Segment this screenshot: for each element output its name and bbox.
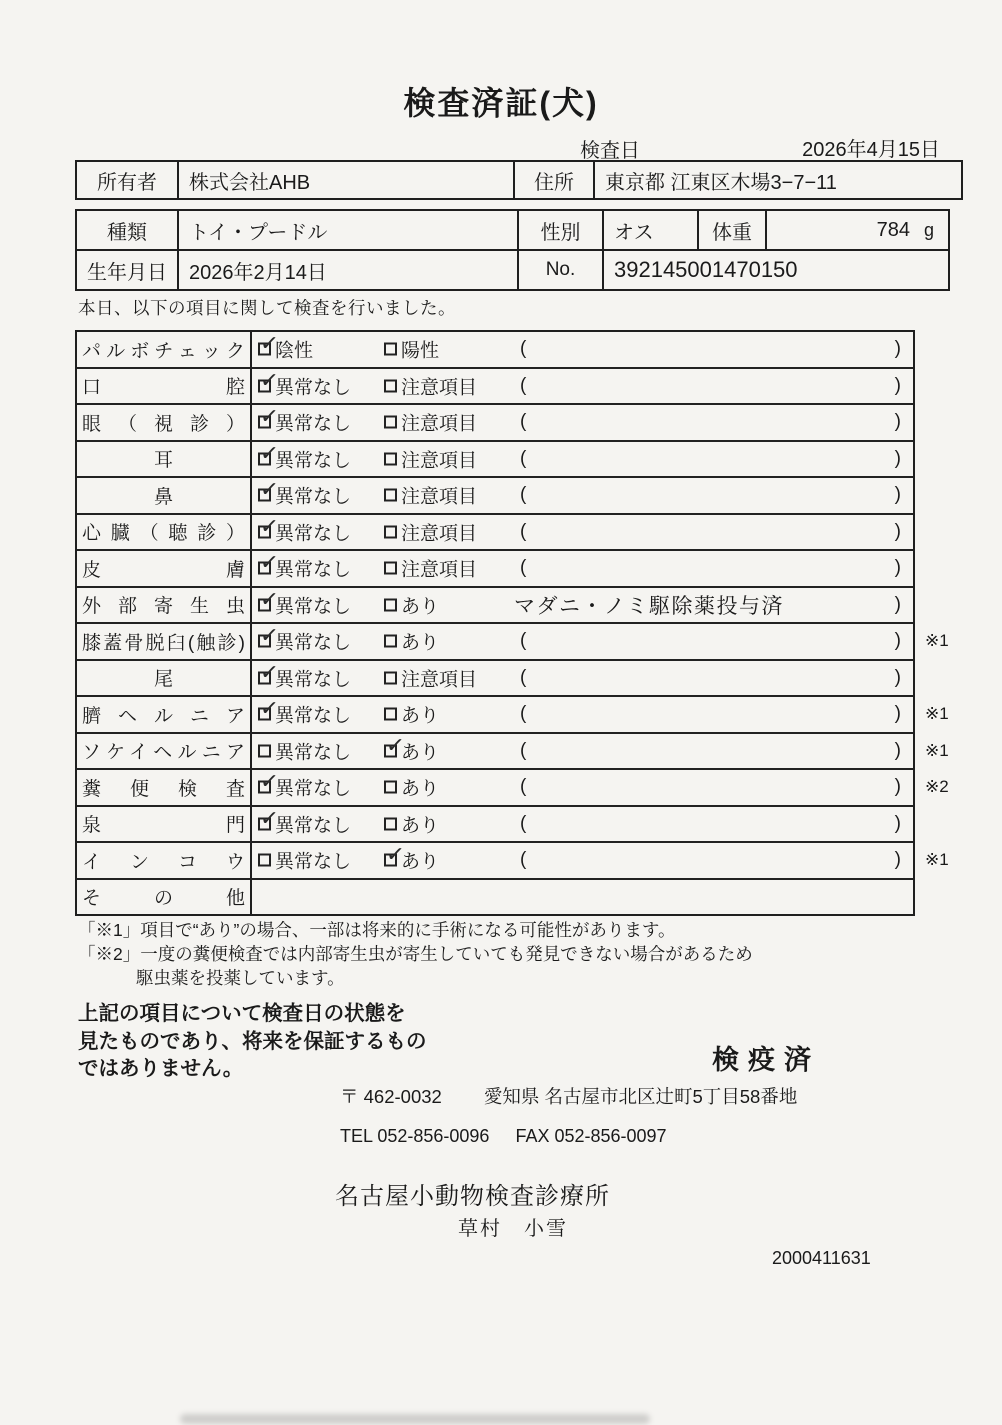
exam-item-label-text: 鼻 [153,486,173,508]
paren-close: ) [894,593,901,615]
scan-artifact [180,1414,650,1424]
animal-info-row-1 [77,211,948,249]
option-label: あり [401,851,440,873]
option-label: あり [401,742,440,764]
exam-item-label [77,405,252,440]
checkbox-icon [384,562,397,575]
option-caution [384,555,477,582]
option-present [384,774,439,801]
exam-row-content [252,697,949,732]
option-label: 異常なし [275,742,352,764]
disclaimer-line-1: 上記の項目について検査日の状態を [78,1002,406,1025]
exam-item-label [77,697,252,732]
checkbox-icon [384,343,397,356]
paren-open: ( [520,739,527,761]
exam-item-label-text: インコウ [82,851,245,873]
paren-open: ( [520,411,527,433]
option-label: 異常なし [275,596,352,618]
exam-row-content [252,734,949,769]
exam-item-label [77,734,252,769]
clinic-telfax-line [340,1126,667,1147]
checkbox-icon [384,489,397,502]
examiner-name: 草村 小雪 [458,1218,568,1240]
option-present [384,591,439,618]
paren-open: ( [520,557,527,579]
exam-item-label [77,369,252,404]
clinic-fax: FAX 052-856-0097 [515,1126,667,1146]
row-note: ※1 [925,740,949,760]
paren-open: ( [520,447,527,469]
footnote-2: 「※2」一度の糞便検査では内部寄生虫が寄生していても発見できない場合があるため [78,944,753,965]
checkbox-icon [384,671,397,684]
option-label: 異常なし [275,669,352,691]
option-label: 注意項目 [401,413,478,435]
option-normal [258,482,351,509]
checkbox-icon [258,452,271,465]
option-caution [384,372,477,399]
option-label: あり [401,596,440,618]
option-label: あり [401,815,440,837]
intro-statement: 本日、以下の項目に関して検査を行いました。 [78,298,456,318]
option-positive [384,336,439,363]
paren-open: ( [520,338,527,360]
exam-item-label-text: 糞便検査 [82,778,245,800]
checkbox-icon [384,525,397,538]
option-present [384,810,439,837]
exam-row-patella [77,622,949,659]
exam-row-eyes [77,403,913,440]
paren-open: ( [520,703,527,725]
checkbox-icon [384,817,397,830]
address-label: 住所 [513,162,593,198]
row-note: ※1 [925,704,949,724]
exam-row-content [252,624,949,659]
exam-item-label-text: ソケイヘルニア [82,742,245,764]
paren-close: ) [894,630,901,652]
checkbox-icon [258,854,271,867]
checkbox-icon [258,489,271,502]
weight-label: 体重 [697,211,765,249]
owner-table [75,160,963,200]
row-note: ※2 [925,777,949,797]
option-label: 異常なし [275,632,352,654]
exam-row-nose [77,476,913,513]
option-present [384,628,439,655]
option-normal [258,518,351,545]
no-value: 392145001470150 [602,251,948,289]
option-normal [258,409,351,436]
option-present [384,847,439,874]
row-note: ※1 [925,631,949,651]
paren-close: ) [894,812,901,834]
option-label: 異常なし [275,705,352,727]
exam-item-label-text: パルボチェック [82,340,245,362]
exam-row-external-parasites [77,586,913,623]
breed-label: 種類 [107,221,147,244]
checkbox-icon [258,379,271,392]
disclaimer [78,1000,427,1083]
paren-close: ) [894,666,901,688]
option-label: 注意項目 [401,450,478,472]
clinic-postal-line [340,1083,797,1109]
exam-item-label [77,624,252,659]
option-label: 注意項目 [401,486,478,508]
paren-open: ( [520,776,527,798]
option-label: 異常なし [275,486,352,508]
owner-label: 所有者 [97,171,157,194]
option-label: 陰性 [275,340,314,362]
clinic-tel: TEL 052-856-0096 [340,1126,490,1146]
option-label: 注意項目 [401,377,478,399]
exam-item-label-text: 膝蓋骨脱臼(触診) [82,632,245,654]
breed-value: トイ・プードル [177,211,517,249]
paren-close: ) [894,484,901,506]
option-negative [258,336,313,363]
checkbox-icon [384,744,397,757]
exam-item-label-text: 尾 [153,669,173,691]
exam-item-label-text: 泉門 [82,815,245,837]
exam-date-value: 2026年4月15日 [802,139,940,161]
page-title: 検査済証(犬) [403,85,599,121]
exam-date-label: 検査日 [580,140,640,162]
checkbox-icon [258,671,271,684]
paren-open: ( [520,374,527,396]
exam-item-label-text: 外部寄生虫 [82,596,245,618]
quarantine-stamp: 検疫済 [712,1045,820,1075]
exam-item-label [77,661,252,696]
row-note: ※1 [925,850,949,870]
clinic-name: 名古屋小動物検査診療所 [335,1183,610,1210]
exam-row-content [252,478,913,513]
exam-row-other [77,878,913,915]
paren-close: ) [894,411,901,433]
exam-row-content-empty [252,880,913,915]
checkbox-icon [258,598,271,611]
checkbox-icon [384,781,397,794]
exam-item-label-text: 心臓（聴診） [82,523,245,545]
exam-item-label [77,843,252,878]
exam-row-content [252,442,913,477]
exam-row-mouth [77,367,913,404]
exam-row-fontanelle [77,805,913,842]
paren-open: ( [520,666,527,688]
exam-item-label [77,880,252,915]
option-label: 異常なし [275,559,352,581]
exam-item-label-text: 耳 [153,450,173,472]
exam-row-parvo [77,332,913,367]
no-label: No. [517,251,602,289]
exam-item-label [77,807,252,842]
checkbox-icon [384,379,397,392]
postal-code: 〒 462-0032 [340,1086,442,1107]
option-caution [384,445,477,472]
exam-item-label-text: 皮膚 [82,559,245,581]
option-label: 異常なし [275,377,352,399]
checkbox-icon [258,817,271,830]
option-label: 注意項目 [401,523,478,545]
checkbox-icon [258,416,271,429]
exam-row-content [252,405,913,440]
option-label: 陽性 [401,340,440,362]
weight-value-cell [765,211,948,249]
exam-checklist-table [75,330,949,916]
exam-row-content [252,588,913,623]
option-caution [384,664,477,691]
weight-unit: g [923,219,934,240]
birth-value: 2026年2月14日 [177,251,517,289]
paren-open: ( [520,520,527,542]
option-label: あり [401,632,440,654]
exam-row-content [252,369,913,404]
paren-open: ( [520,484,527,506]
checkbox-icon [384,854,397,867]
option-label: 異常なし [275,851,352,873]
address-value: 東京都 江東区木場3−7−11 [593,162,961,198]
checkbox-icon [258,562,271,575]
checkbox-icon [258,708,271,721]
exam-item-label-text: 臍ヘルニア [82,705,245,727]
paren-close: ) [894,739,901,761]
exam-row-content [252,807,913,842]
option-label: 異常なし [275,523,352,545]
exam-row-tail [77,659,913,696]
checkbox-icon [384,416,397,429]
footnote-1: 「※1」項目で“あり”の場合、一部は将来的に手術になる可能性があります。 [78,920,676,940]
option-caution [384,409,477,436]
option-normal [258,628,351,655]
exam-item-label [77,478,252,513]
paren-close: ) [894,520,901,542]
paren-open: ( [520,849,527,871]
option-label: 異常なし [275,450,352,472]
exam-row-content [252,332,913,367]
paren-open: ( [520,630,527,652]
exam-row-inkou [77,841,949,878]
option-label: 異常なし [275,778,352,800]
option-present [384,701,439,728]
exam-row-ears [77,440,913,477]
paren-close: ) [894,338,901,360]
exam-row-content [252,770,949,805]
option-normal [258,774,351,801]
option-label: あり [401,778,440,800]
option-normal [258,555,351,582]
exam-item-label [77,551,252,586]
animal-info-row-2 [77,249,948,289]
option-normal [258,737,351,764]
checkbox-icon [384,708,397,721]
option-present [384,737,439,764]
option-normal [258,701,351,728]
paren-close: ) [894,776,901,798]
paren-close: ) [894,703,901,725]
paren-close: ) [894,557,901,579]
row-comment: マダニ・ノミ駆除薬投与済 [514,594,784,618]
exam-item-label-text: 口腔 [82,377,245,399]
exam-row-skin [77,549,913,586]
animal-info-table [75,209,950,291]
exam-item-label [77,770,252,805]
birth-label: 生年月日 [87,261,167,284]
option-label: 異常なし [275,413,352,435]
option-normal [258,664,351,691]
footnote-2-continued: 駆虫薬を投薬しています。 [136,968,345,989]
exam-row-content [252,515,913,550]
exam-row-umbilical-hernia [77,695,949,732]
clinic-address: 愛知県 名古屋市北区辻町5丁目58番地 [483,1086,798,1107]
disclaimer-line-2: 見たものであり、将来を保証するもの [78,1029,427,1053]
weight-value: 784 [876,218,910,241]
option-normal [258,591,351,618]
sex-label: 性別 [517,211,602,249]
checkbox-icon [258,525,271,538]
exam-item-label [77,332,252,367]
option-normal [258,372,351,399]
paren-close: ) [894,374,901,396]
option-label: 注意項目 [401,559,478,581]
exam-row-heart [77,513,913,550]
exam-item-label [77,588,252,623]
option-normal [258,847,351,874]
option-normal [258,810,351,837]
exam-row-content [252,843,949,878]
serial-number: 2000411631 [772,1248,871,1268]
checkbox-icon [384,452,397,465]
option-normal [258,445,351,472]
checkbox-icon [384,635,397,648]
option-caution [384,482,477,509]
option-label: あり [401,705,440,727]
checkbox-icon [258,635,271,648]
paren-open: ( [520,812,527,834]
paren-close: ) [894,447,901,469]
exam-row-content [252,661,913,696]
exam-item-label [77,515,252,550]
disclaimer-line-3: ではありません。 [78,1057,244,1081]
option-caution [384,518,477,545]
option-label: 異常なし [275,815,352,837]
exam-row-inguinal-hernia [77,732,949,769]
owner-value: 株式会社AHB [177,162,513,198]
checkbox-icon [258,744,271,757]
paren-close: ) [894,849,901,871]
option-label: 注意項目 [401,669,478,691]
checkbox-icon [258,343,271,356]
exam-row-content [252,551,913,586]
checkbox-icon [384,598,397,611]
exam-item-label-text: 眼（視診） [82,413,245,435]
checkbox-icon [258,781,271,794]
footnotes [78,918,753,990]
exam-row-fecal [77,768,949,805]
sex-value: オス [602,211,697,249]
exam-item-label-text: その他 [82,888,245,910]
exam-item-label [77,442,252,477]
